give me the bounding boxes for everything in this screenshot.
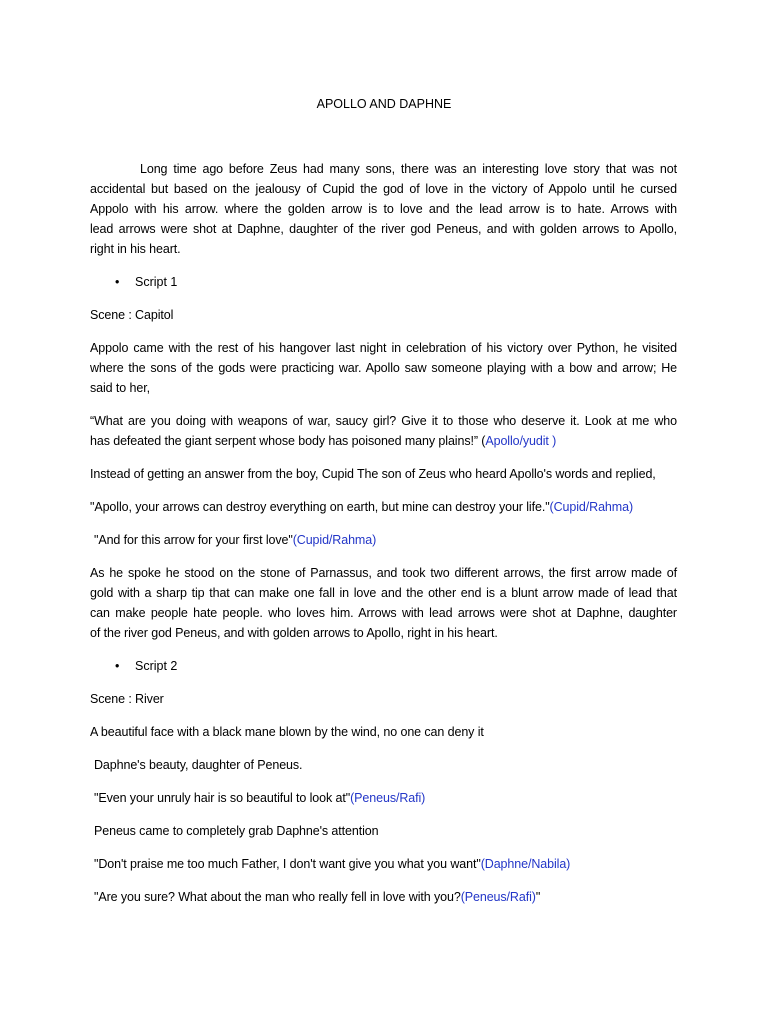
intro-line: accidental but based on the jealousy of Cupid the god of love in the victory of Appolo until he cursed [90, 182, 677, 196]
paragraph-line: said to her, [90, 381, 150, 395]
dialogue-line [94, 887, 540, 907]
role-tag: Apollo/yudit ) [485, 434, 557, 448]
scene-label: Scene : Capitol [90, 308, 174, 322]
dialogue-text: "Apollo, your arrows can destroy everything on earth, but mine can destroy your life." [90, 500, 550, 514]
dialogue-text: "Don't praise me too much Father, I don't want give you what you want" [94, 857, 481, 871]
dialogue-text: "Even your unruly hair is so beautiful to look at" [94, 791, 351, 805]
role-tag: (Peneus/Rafi) [350, 791, 426, 805]
paragraph-line: of the river god Peneus, and with golden arrows to Apollo, right in his heart. [90, 626, 498, 640]
dialogue-text: " [535, 890, 541, 904]
script-heading: Script 2 [135, 659, 178, 673]
narration-line: Instead of getting an answer from the boy, Cupid The son of Zeus who heard Apollo's words and replied, [90, 467, 656, 481]
bullet-icon: • [115, 275, 120, 289]
narration-line: A beautiful face with a black mane blown by the wind, no one can deny it [90, 725, 484, 739]
role-tag: (Peneus/Rafi) [460, 890, 536, 904]
dialogue-line [94, 788, 425, 808]
narration-line: Peneus came to completely grab Daphne's attention [94, 824, 379, 838]
paragraph-line: gold with a sharp tip that can make one fall in love and the other end is a blunt arrow made of lead that [90, 586, 677, 600]
narration-line: Daphne's beauty, daughter of Peneus. [94, 758, 303, 772]
paragraph-line: As he spoke he stood on the stone of Parnassus, and took two different arrows, the first arrow made of [90, 566, 677, 580]
intro-line: Long time ago before Zeus had many sons, there was an interesting love story that was not [140, 162, 677, 176]
dialogue-text: has defeated the giant serpent whose body has poisoned many plains!” ( [90, 434, 486, 448]
bullet-icon: • [115, 659, 120, 673]
page-title: APOLLO AND DAPHNE [316, 97, 452, 111]
dialogue-line [90, 497, 633, 517]
dialogue-line [94, 530, 376, 550]
script-heading: Script 1 [135, 275, 178, 289]
dialogue-line: “What are you doing with weapons of war, saucy girl? Give it to those who deserve it. Look at me who [90, 414, 677, 428]
intro-line: lead arrows were shot at Daphne, daughter of the river god Peneus, and with golden arrows to Apollo, [90, 222, 677, 236]
dialogue-text: "Are you sure? What about the man who really fell in love with you? [94, 890, 461, 904]
dialogue-line [94, 854, 570, 874]
intro-line: right in his heart. [90, 242, 181, 256]
paragraph-line: Appolo came with the rest of his hangover last night in celebration of his victory over Python, he visited [90, 341, 677, 355]
role-tag: (Cupid/Rahma) [549, 500, 634, 514]
scene-label: Scene : River [90, 692, 164, 706]
role-tag: (Daphne/Nabila) [480, 857, 571, 871]
paragraph-line: where the sons of the gods were practicing war. Apollo saw someone playing with a bow and arrow; He [90, 361, 677, 375]
role-tag: (Cupid/Rahma) [292, 533, 377, 547]
dialogue-text: "And for this arrow for your first love" [94, 533, 293, 547]
intro-line: Appolo with his arrow. where the golden arrow is to love and the lead arrow is to hate. Arrows with [90, 202, 677, 216]
dialogue-line [90, 431, 556, 451]
paragraph-line: can make people hate people. who loves him. Arrows with lead arrows were shot at Daphne, daughter [90, 606, 677, 620]
